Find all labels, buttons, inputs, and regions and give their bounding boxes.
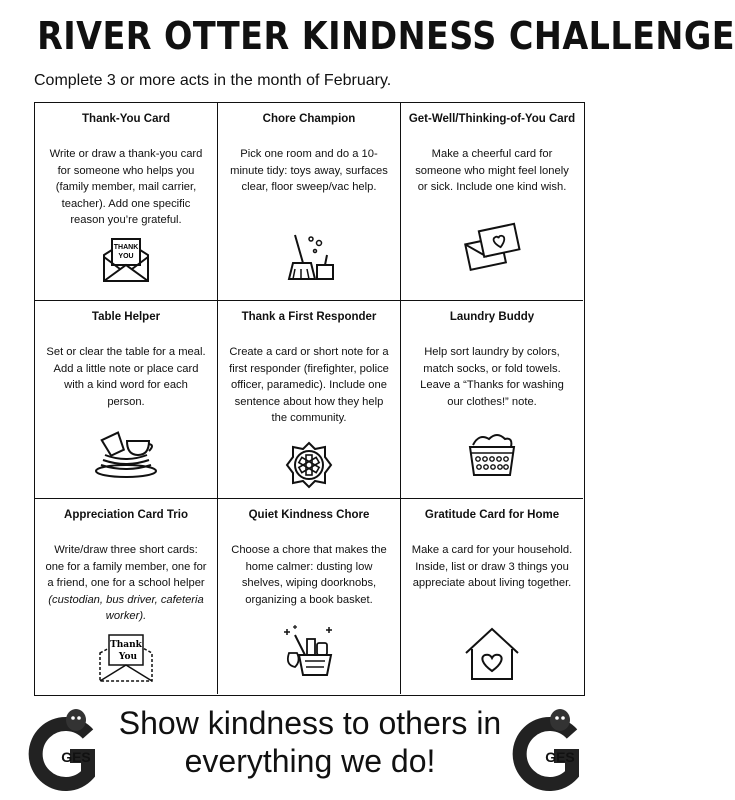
thank-you-envelope-icon [100, 233, 152, 285]
card-title: Appreciation Card Trio [64, 509, 188, 521]
page-subtitle: Complete 3 or more acts in the month of February. [34, 72, 392, 89]
footer-message [110, 704, 510, 780]
footer-line-2: everything we do! [184, 743, 436, 779]
card-laundry-buddy [401, 301, 583, 499]
card-table-helper [35, 301, 218, 499]
card-title: Chore Champion [262, 113, 356, 125]
card-get-well [401, 103, 583, 301]
card-body-italic: (custodian, bus driver, cafeteria worker). [48, 593, 204, 622]
card-title: Table Helper [91, 311, 161, 323]
card-text-you: You [118, 652, 138, 662]
card-title: Thank a First Responder [241, 311, 377, 323]
card-body: Make a card for your household. Inside, list or draw 3 things you appreciate about living together. [411, 544, 573, 589]
dishes-icon [93, 427, 159, 479]
school-logo-right [514, 704, 586, 790]
card-thank-you [35, 103, 218, 301]
envelope-text-you: YOU [118, 253, 134, 260]
page-title: RIVER OTTER KINDNESS CHALLENGE [37, 14, 735, 58]
school-logo-left [30, 704, 102, 790]
card-title: Laundry Buddy [449, 311, 535, 323]
challenge-grid [34, 102, 585, 696]
cleaning-basket-icon [281, 623, 337, 679]
card-appreciation-trio [35, 499, 218, 694]
card-body: Set or clear the table for a meal. Add a little note or place card with a kind word for each person. [46, 346, 206, 408]
card-title: Quiet Kindness Chore [248, 509, 370, 521]
card-body: Make a cheerful card for someone who might feel lonely or sick. Include one kind wish. [415, 148, 569, 193]
laundry-basket-icon [467, 431, 517, 477]
card-body: Create a card or short note for a first responder (firefighter, police officer, paramedic). Include one sentence about how they help the community. [229, 346, 389, 424]
footer-line-1: Show kindness to others in [118, 705, 502, 741]
card-body-text: Write/draw three short cards: one for a family member, one for a friend, one for a school helper [45, 544, 207, 589]
card-body: Pick one room and do a 10-minute tidy: toys away, surfaces clear, floor sweep/vac help. [230, 148, 388, 193]
logo-text: GES [61, 749, 91, 765]
card-body [45, 542, 207, 625]
envelope-text-thank: THANK [113, 244, 139, 251]
card-chore-champion [218, 103, 401, 301]
star-of-life-badge-icon [285, 441, 333, 489]
card-title: Get-Well/Thinking-of-You Card [408, 113, 576, 125]
heart-letter-icon [461, 225, 523, 275]
card-first-responder [218, 301, 401, 499]
card-body: Help sort laundry by colors, match socks, or fold towels. Leave a “Thanks for washing our clothes!” note. [420, 346, 564, 408]
house-heart-icon [462, 625, 522, 683]
broom-dustpan-icon [281, 233, 337, 283]
card-body: Write or draw a thank-you card for someone who helps you (family member, mail carrier, teacher). Add one specific reason you’re grateful. [49, 148, 203, 226]
card-title: Gratitude Card for Home [424, 509, 560, 521]
card-title: Thank-You Card [82, 113, 170, 125]
card-text-thank: Thank [110, 640, 142, 650]
card-gratitude-home [401, 499, 583, 694]
logo-text: GES [545, 749, 575, 765]
card-quiet-kindness [218, 499, 401, 694]
thank-you-card-envelope-icon [96, 631, 156, 683]
card-body: Choose a chore that makes the home calmer: dusting low shelves, wiping doorknobs, organizing a book basket. [231, 544, 387, 606]
